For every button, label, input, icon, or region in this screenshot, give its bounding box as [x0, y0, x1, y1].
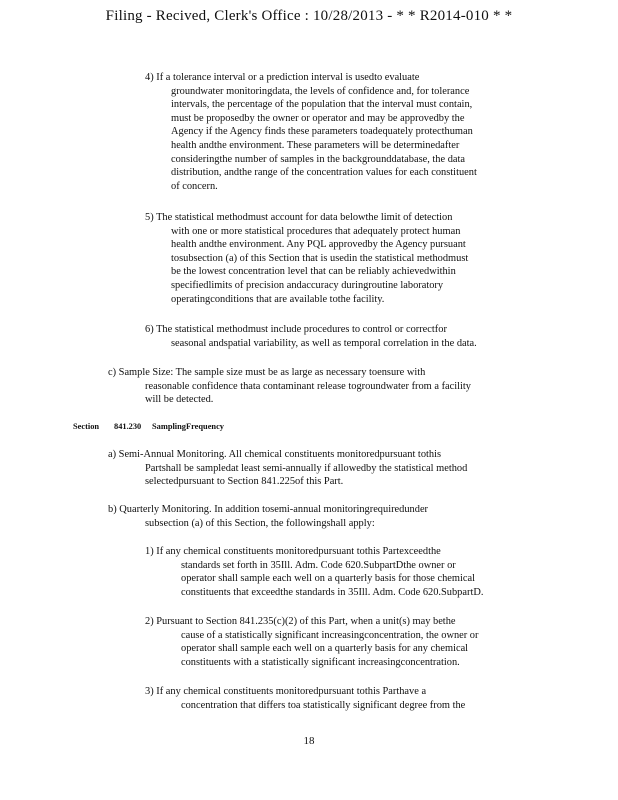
text-line: concentration that differs toa statistically significant degree from the: [181, 699, 466, 711]
section-heading: [73, 422, 224, 431]
text-line: c) Sample Size: The sample size must be as large as necessary toensure with: [108, 367, 426, 378]
section-label: Section: [73, 422, 100, 431]
text-line: Agency if the Agency finds these parameters toadequately protecthuman: [171, 126, 473, 138]
text-line: 5) The statistical methodmust account for data belowthe limit of detection: [145, 212, 453, 223]
paragraph-item-3: [145, 685, 465, 712]
text-line: cause of a statistically significant increasingconcentration, the owner or: [181, 629, 479, 641]
text-line: standards set forth in 35Ill. Adm. Code 620.SubpartDthe owner or: [181, 559, 456, 571]
text-line: of concern.: [171, 180, 218, 192]
text-line: seasonal andspatial variability, as well as temporal correlation in the data.: [171, 337, 477, 349]
text-line: a) Semi-Annual Monitoring. All chemical constituents monitoredpursuant tothis: [108, 449, 442, 460]
section-title: SamplingFrequency: [152, 422, 224, 431]
text-line: will be detected.: [145, 394, 214, 406]
page-number: 18: [303, 735, 315, 747]
text-line: reasonable confidence thata contaminant release togroundwater from a facility: [145, 380, 472, 392]
text-line: constituents that exceedthe standards in 35Ill. Adm. Code 620.SubpartD.: [181, 586, 484, 598]
text-line: 2) Pursuant to Section 841.235(c)(2) of this Part, when a unit(s) may bethe: [145, 616, 456, 627]
text-line: intervals, the percentage of the population that the interval must contain,: [171, 99, 473, 111]
text-line: health andthe environment. These parameters will be determinedafter: [171, 139, 460, 151]
text-line: operator shall sample each well on a quarterly basis for any chemical: [181, 643, 469, 655]
section-number: 841.230: [114, 422, 142, 431]
paragraph-item-4: [145, 71, 477, 193]
filing-header: Filing - Recived, Clerk's Office : 10/28/2013 - * * R2014-010 * *: [105, 8, 513, 24]
text-line: Partshall be sampledat least semi-annually if allowedby the statistical method: [145, 462, 468, 474]
text-line: health andthe environment. Any PQL approvedby the Agency pursuant: [171, 239, 466, 251]
text-line: tosubsection (a) of this Section that is usedin the statistical methodmust: [171, 252, 469, 264]
text-line: b) Quarterly Monitoring. In addition tosemi-annual monitoringrequiredunder: [108, 504, 429, 515]
text-line: 1) If any chemical constituents monitoredpursuant tothis Partexceedthe: [145, 546, 441, 557]
text-line: 6) The statistical methodmust include procedures to control or correctfor: [145, 324, 447, 335]
paragraph-item-2: [145, 615, 478, 669]
text-line: subsection (a) of this Section, the followingshall apply:: [145, 517, 375, 529]
text-line: specifiedlimits of precision andaccuracy duringroutine laboratory: [171, 279, 444, 291]
text-line: operatingconditions that are available tothe facility.: [171, 293, 385, 305]
text-line: distribution, andthe range of the concentration values for each constituent: [171, 167, 477, 179]
paragraph-item-a: [108, 448, 467, 489]
text-line: groundwater monitoringdata, the levels of confidence and, for tolerance: [171, 85, 470, 97]
text-line: 4) If a tolerance interval or a prediction interval is usedto evaluate: [145, 72, 420, 83]
text-line: selectedpursuant to Section 841.225of this Part.: [145, 476, 344, 488]
paragraph-item-1: [145, 545, 483, 599]
text-line: must be proposedby the owner or operator and may be approvedby the: [171, 112, 465, 124]
paragraph-item-b: [108, 503, 428, 530]
text-line: consideringthe number of samples in the backgrounddatabase, the data: [171, 153, 466, 165]
text-line: with one or more statistical procedures that adequately protect human: [171, 225, 461, 237]
paragraph-item-5: [145, 211, 468, 306]
text-line: 3) If any chemical constituents monitoredpursuant tothis Parthave a: [145, 686, 427, 697]
text-line: operator shall sample each well on a quarterly basis for those chemical: [181, 573, 476, 585]
text-line: be the lowest concentration level that can be reliably achievedwithin: [171, 266, 456, 278]
paragraph-item-6: [145, 323, 477, 350]
paragraph-item-c: [108, 366, 471, 407]
text-line: constituents with a statistically significant increasingconcentration.: [181, 656, 460, 668]
